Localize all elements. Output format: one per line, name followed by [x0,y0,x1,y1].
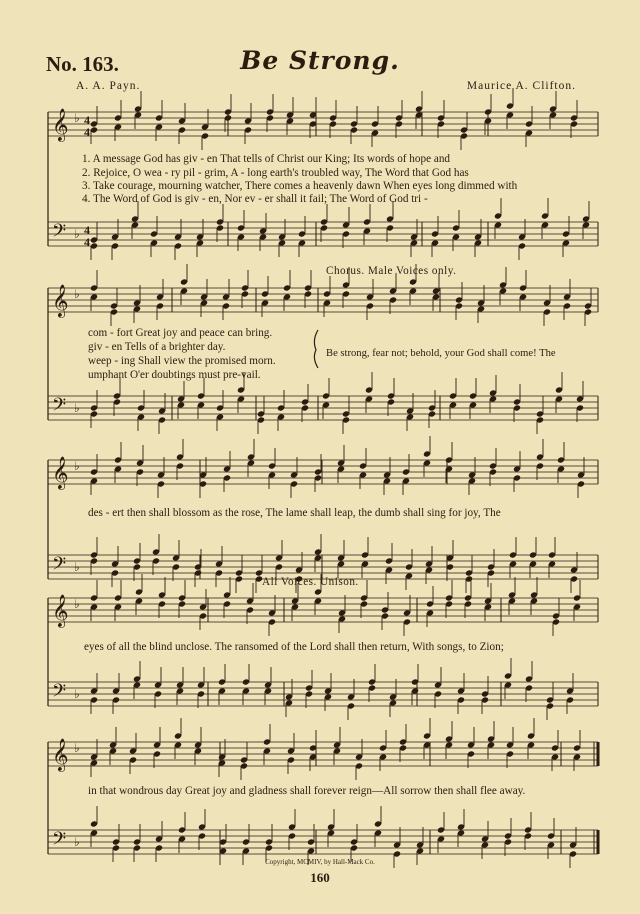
verse-1-line: 1. A message God has giv - en That tells of Christ our King; Its words of hope and [82,153,451,165]
svg-text:♭: ♭ [74,687,80,701]
composer: Maurice A. Clifton. [466,80,576,92]
chorus-line-2: des - ert then shall blossom as the rose, The lame shall leap, the dumb shall sing for joy, The [88,507,501,519]
unison-label: All Voices. Unison. [262,576,359,588]
svg-text:♭: ♭ [74,597,80,611]
svg-text:♭: ♭ [74,227,80,241]
svg-text:4: 4 [84,235,90,249]
verse-1-ending: com - fort Great joy and peace can bring. [88,327,273,339]
chorus-line-4: in that wondrous day Great joy and gladness shall forever reign—All sorrow then shall flee away. [88,785,526,797]
svg-text:𝄢: 𝄢 [52,829,67,854]
svg-text:𝄞: 𝄞 [52,738,69,771]
svg-text:♭: ♭ [74,835,80,849]
svg-text:𝄢: 𝄢 [52,221,67,246]
svg-text:𝄞: 𝄞 [52,456,69,489]
chorus-line-1: Be strong, fear not; behold, your God shall come! The [326,348,556,359]
verse-3-ending: weep - ing Shall view the promised morn. [88,355,276,367]
chorus-line-3: eyes of all the blind unclose. The ransomed of the Lord shall then return, With songs, to Zion; [84,641,504,653]
verse-4-line: 4. The Word of God is giv - en, Nor ev - er shall it fail; The Word of God tri - [82,193,428,205]
verse-2-line: 2. Rejoice, O wea - ry pil - grim, A - long earth's troubled way, The Word that God has [82,167,469,179]
svg-text:𝄞: 𝄞 [52,594,69,627]
svg-text:𝄞: 𝄞 [52,108,69,141]
hymn-number: No. 163. [46,52,119,76]
svg-text:♭: ♭ [74,287,80,301]
svg-text:4: 4 [84,223,90,237]
verse-3-line: 3. Take courage, mourning watcher, There comes a heavenly dawn When eyes long dimmed with [82,180,518,192]
svg-text:♭: ♭ [74,111,80,125]
svg-text:4: 4 [84,113,90,127]
svg-text:♭: ♭ [74,401,80,415]
svg-text:𝄞: 𝄞 [52,284,69,317]
svg-text:4: 4 [84,125,90,139]
copyright: Copyright, MCMIV, by Hall-Mack Co. [265,858,375,866]
lyricist: A. A. Payn. [76,80,141,92]
verse-2-ending: giv - en Tells of a brighter day. [88,341,226,353]
hymn-title: Be Strong. [240,46,400,75]
page-number: 160 [310,870,330,885]
svg-text:𝄢: 𝄢 [52,681,67,706]
svg-text:𝄢: 𝄢 [52,395,67,420]
svg-text:𝄢: 𝄢 [52,554,67,579]
svg-text:♭: ♭ [74,560,80,574]
chorus-label: Chorus. Male Voices only. [326,265,457,277]
verse-4-ending: umphant O'er doubtings must pre-vail. [88,369,261,381]
svg-text:♭: ♭ [74,459,80,473]
svg-text:♭: ♭ [74,741,80,755]
